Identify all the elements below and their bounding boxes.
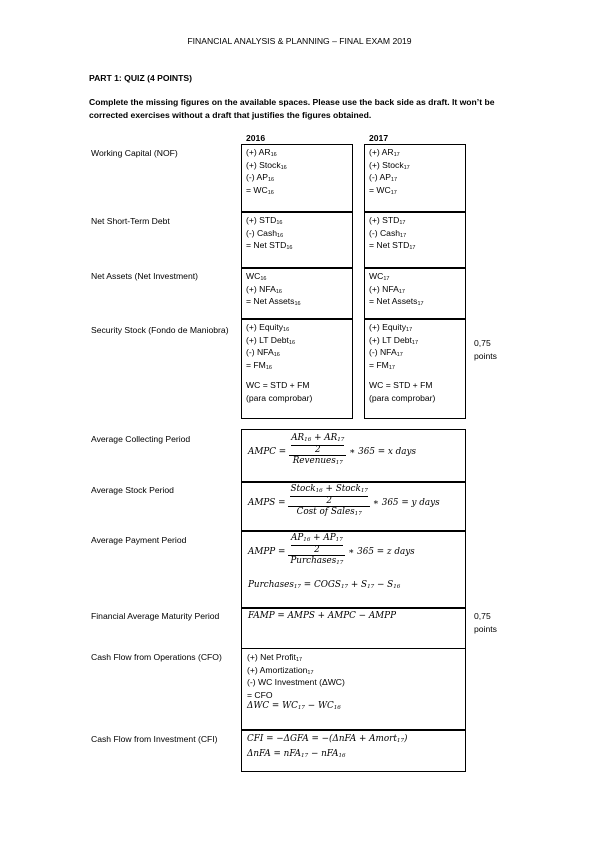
wc-2017-box[interactable]	[364, 144, 466, 212]
famp-formula: FAMP = AMPS + AMPC − AMPP	[248, 611, 397, 621]
ampp-formula-box[interactable]	[241, 531, 466, 608]
wc-2016-line: (+) $AR_{16}$	[246, 147, 277, 158]
na-2017-line: = Net Assets$_{17}$	[369, 296, 424, 308]
label-ampc: Average Collecting Period	[91, 434, 191, 444]
ampc-formula-box[interactable]	[241, 429, 466, 482]
points-famp: 0,75 points	[474, 611, 497, 634]
cfo-box[interactable]	[241, 648, 466, 730]
label-amps: Average Stock Period	[91, 485, 174, 495]
amps-formula: AMPS = Stock$_{16}$ + Stock$_{17}$ 2 Cost of Sales$_{17}$ ∗ 365 = y days	[248, 484, 440, 517]
wc-2016-line: = $WC_{16}$	[246, 184, 274, 196]
ampc-formula: AMPC = $\frac{\frac{AR_{16} + AR_{17}}{2}}{Revenues_{17}}$ ∗ 365 = x days	[248, 433, 417, 466]
na-2017-line: (+) $NFA_{17}$	[369, 283, 405, 295]
label-security-stock: Security Stock (Fondo de Maniobra)	[91, 325, 229, 335]
wc-2017-line: = $WC_{17}$	[369, 184, 397, 196]
ss-2016-box[interactable]	[241, 319, 353, 419]
std-2016-line: (-) Cash$_{16}$	[246, 227, 284, 239]
na-2017-box[interactable]	[364, 268, 466, 319]
cfi-formula-box[interactable]	[241, 730, 466, 772]
wc-2017-line: (+) $AR_{17}$	[369, 147, 400, 158]
label-working-capital: Working Capital (NOF)	[91, 148, 178, 158]
delta-nfa-formula: ΔnFA = nFA$_{17}$ − nFA$_{16}$	[247, 749, 346, 759]
label-cfi: Cash Flow from Investment (CFI)	[91, 734, 218, 744]
year-2017-header: 2017	[369, 133, 389, 143]
ss-2016-line: = $FM_{16}$	[246, 359, 272, 371]
label-cfo: Cash Flow from Operations (CFO)	[91, 652, 222, 662]
na-2016-line: (+) $NFA_{16}$	[246, 283, 282, 295]
std-2017-line: (-) Cash$_{17}$	[369, 227, 407, 239]
delta-wc-formula: $\Delta WC = WC_{17} - WC_{16}$	[247, 701, 341, 712]
cfo-line: (+) Amortization$_{17}$	[247, 664, 314, 676]
points-security-stock: 0,75 points	[474, 338, 497, 361]
std-2017-line: = Net $STD_{17}$	[369, 240, 416, 252]
ss-2016-line: (-) $NFA_{16}$	[246, 347, 280, 359]
std-2016-line: (+) $STD_{16}$	[246, 215, 283, 226]
ampp-formula: AMPP = $\frac{\frac{AP_{16} + AP_{17}}{2}}{Purchases_{17}}$ ∗ 365 = z days	[248, 533, 415, 566]
ss-2016-check-note: (para comprobar)	[246, 392, 313, 403]
ss-2016-check: WC = STD + FM	[246, 380, 310, 391]
amps-formula-box[interactable]	[241, 482, 466, 531]
cfo-line: (-) WC Investment (ΔWC)	[247, 677, 345, 688]
ss-2017-line: = $FM_{17}$	[369, 359, 395, 371]
na-2016-line: $WC_{16}$	[246, 271, 267, 282]
part-title: PART 1: QUIZ (4 POINTS)	[89, 73, 192, 83]
label-net-assets: Net Assets (Net Investment)	[91, 271, 198, 281]
na-2017-line: $WC_{17}$	[369, 271, 390, 282]
instructions: Complete the missing figures on the available spaces. Please use the back side as draft. It won’t be corrected exercises without a draft that justifies the figures obtained.	[89, 97, 495, 120]
std-2017-box[interactable]	[364, 212, 466, 268]
na-2016-line: = Net Assets$_{16}$	[246, 296, 301, 308]
ss-2016-line: (+) Equity$_{16}$	[246, 322, 290, 333]
purchases-formula: Purchases$_{17}$ = $COGS_{17} + S_{17} - S_{16}$	[248, 580, 401, 590]
ss-2017-check-note: (para comprobar)	[369, 392, 436, 403]
ss-2016-line: (+) LT Debt$_{16}$	[246, 334, 296, 346]
page-title: FINANCIAL ANALYSIS & PLANNING – FINAL EXAM 2019	[187, 36, 412, 46]
std-2016-line: = Net $STD_{16}$	[246, 240, 293, 252]
label-famp: Financial Average Maturity Period	[91, 611, 220, 621]
wc-2017-line: (-) $AP_{17}$	[369, 172, 398, 184]
ss-2017-line: (+) Equity$_{17}$	[369, 322, 413, 333]
na-2016-box[interactable]	[241, 268, 353, 319]
label-net-std: Net Short-Term Debt	[91, 216, 170, 226]
ss-2017-line: (-) $NFA_{17}$	[369, 347, 403, 359]
wc-2016-line: (-) $AP_{16}$	[246, 172, 275, 184]
wc-2017-line: (+) Stock$_{17}$	[369, 159, 410, 171]
cfo-line: = CFO	[247, 689, 273, 700]
ss-2017-box[interactable]	[364, 319, 466, 419]
ss-2017-check: WC = STD + FM	[369, 380, 433, 391]
std-2016-box[interactable]	[241, 212, 353, 268]
ss-2017-line: (+) LT Debt$_{17}$	[369, 334, 419, 346]
wc-2016-box[interactable]	[241, 144, 353, 212]
label-ampp: Average Payment Period	[91, 535, 187, 545]
cfi-formula: CFI = −ΔGFA = −(ΔnFA + Amort$_{17}$)	[247, 734, 408, 744]
std-2017-line: (+) $STD_{17}$	[369, 215, 406, 226]
wc-2016-line: (+) Stock$_{16}$	[246, 159, 287, 171]
year-2016-header: 2016	[246, 133, 266, 143]
cfo-line: (+) Net Profit$_{17}$	[247, 652, 303, 663]
